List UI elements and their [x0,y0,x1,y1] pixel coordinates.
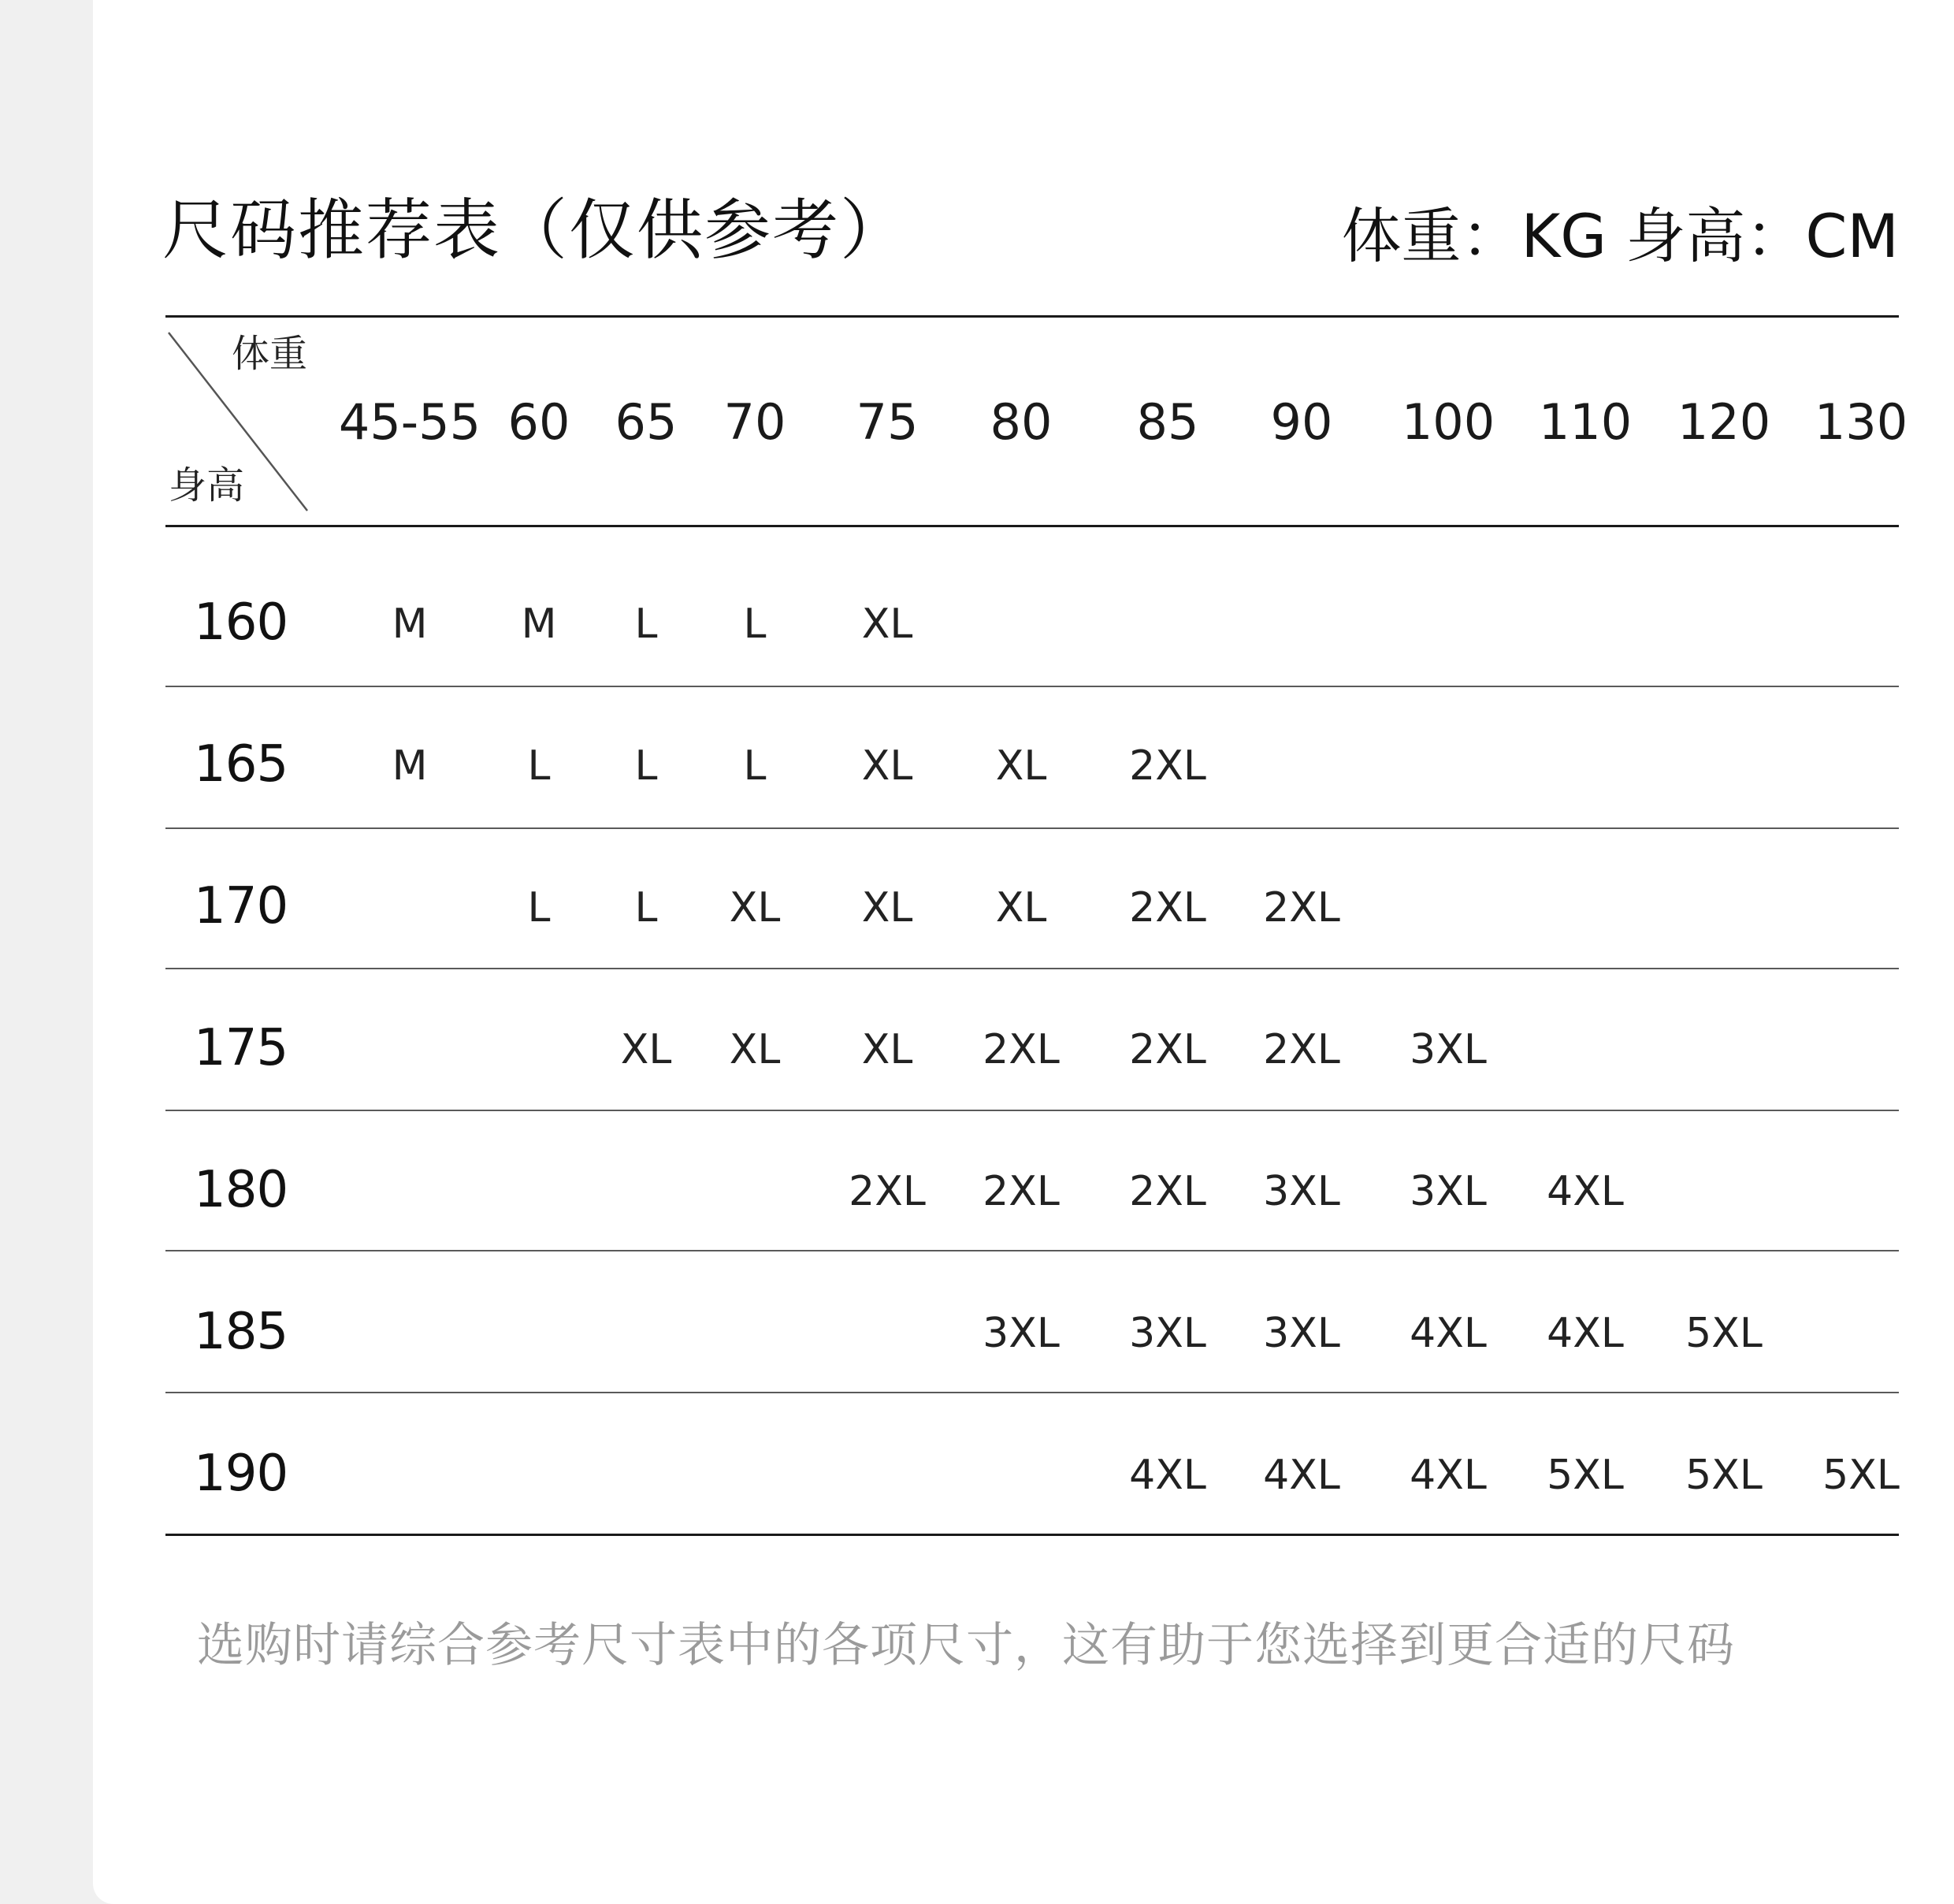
units-label: 体重：KG 身高：CM [1341,201,1899,271]
size-cell: 2XL [1129,1168,1206,1215]
size-cell: M [392,742,428,790]
size-cell: 3XL [1410,1026,1487,1073]
row-divider [165,1392,1899,1393]
height-label: 175 [194,1019,288,1077]
size-cell: 3XL [1129,1310,1206,1357]
size-cell: 2XL [983,1168,1060,1215]
chart-title: 尺码推荐表（仅供参考） [162,192,908,269]
corner-height-label: 身高 [169,463,245,508]
size-cell: XL [861,884,913,932]
size-cell: L [743,601,767,648]
header-bottom-rule [165,525,1899,527]
row-divider [165,686,1899,687]
weight-header: 65 [615,393,678,451]
footnote: 选购时请综合参考尺寸表中的各项尺寸，这有助于您选择到更合适的尺码 [197,1618,1735,1673]
size-cell: 5XL [1685,1452,1763,1499]
weight-header: 45-55 [338,393,481,451]
height-label: 165 [194,735,288,794]
height-label: 180 [194,1161,288,1219]
size-cell: L [634,884,658,932]
height-label: 185 [194,1303,288,1361]
size-cell: 5XL [1547,1452,1624,1499]
size-cell: XL [995,742,1047,790]
size-cell: 3XL [1263,1168,1340,1215]
size-cell: 5XL [1685,1310,1763,1357]
row-divider [165,827,1899,829]
size-cell: M [521,601,557,648]
weight-header: 85 [1136,393,1199,451]
size-cell: L [634,742,658,790]
size-cell: 2XL [1129,1026,1206,1073]
size-cell: 4XL [1547,1310,1624,1357]
table-top-rule [165,315,1899,318]
size-cell: 4XL [1410,1452,1487,1499]
size-cell: XL [620,1026,672,1073]
height-label: 190 [194,1445,288,1503]
size-cell: 2XL [1129,742,1206,790]
size-cell: 3XL [983,1310,1060,1357]
size-cell: L [527,884,551,932]
weight-header: 120 [1677,393,1771,451]
corner-weight-label: 体重 [232,332,308,376]
weight-header: 60 [507,393,570,451]
size-cell: 2XL [1129,884,1206,932]
size-cell: 2XL [983,1026,1060,1073]
height-label: 170 [194,877,288,935]
weight-header: 80 [990,393,1053,451]
size-cell: 2XL [849,1168,926,1215]
size-cell: XL [861,742,913,790]
size-cell: L [527,742,551,790]
weight-header: 90 [1270,393,1333,451]
weight-header: 110 [1538,393,1633,451]
row-divider [165,1110,1899,1111]
weight-header: 70 [723,393,786,451]
row-divider [165,1250,1899,1251]
size-cell: L [634,601,658,648]
weight-header: 75 [856,393,919,451]
size-cell: XL [995,884,1047,932]
size-cell: 4XL [1547,1168,1624,1215]
size-cell: XL [861,1026,913,1073]
size-cell: L [743,742,767,790]
table-bottom-rule [165,1534,1899,1536]
size-cell: 3XL [1410,1168,1487,1215]
size-cell: 4XL [1410,1310,1487,1357]
size-cell: XL [729,884,781,932]
weight-header: 100 [1401,393,1495,451]
height-label: 160 [194,593,288,652]
size-cell: 4XL [1263,1452,1340,1499]
size-cell: 2XL [1263,884,1340,932]
size-cell: 3XL [1263,1310,1340,1357]
size-cell: XL [729,1026,781,1073]
size-cell: 4XL [1129,1452,1206,1499]
row-divider [165,968,1899,969]
weight-header: 130 [1814,393,1908,451]
size-cell: 5XL [1822,1452,1900,1499]
size-cell: M [392,601,428,648]
size-cell: XL [861,601,913,648]
size-cell: 2XL [1263,1026,1340,1073]
